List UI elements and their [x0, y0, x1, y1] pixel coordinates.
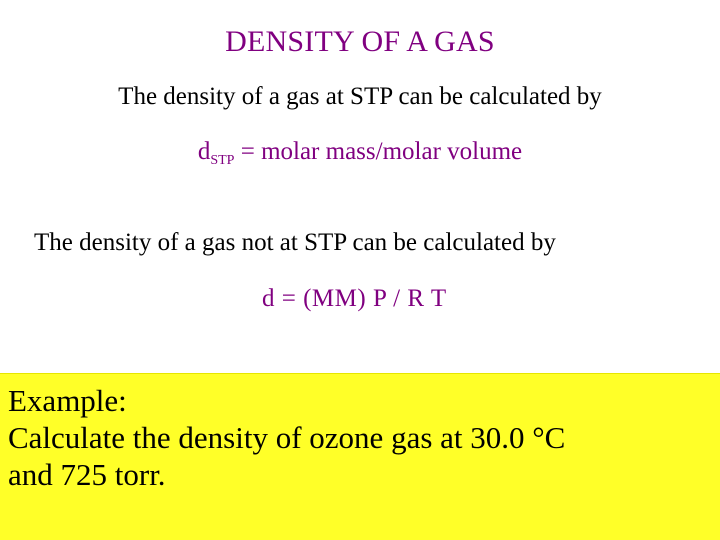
example-question-line-1: Calculate the density of ozone gas at 30.0 °C — [8, 420, 566, 455]
non-stp-formula: d = (MM) P / R T — [262, 285, 447, 312]
example-heading: Example: — [8, 383, 127, 418]
example-box — [0, 373, 720, 540]
stp-formula-rest: = molar mass/molar volume — [234, 138, 523, 165]
slide-title: DENSITY OF A GAS — [225, 25, 495, 58]
example-question-line-2: and 725 torr. — [8, 457, 166, 492]
non-stp-statement: The density of a gas not at STP can be calculated by — [34, 229, 556, 256]
stp-statement: The density of a gas at STP can be calculated by — [118, 83, 602, 110]
stp-formula — [0, 135, 720, 169]
stp-formula-symbol: d — [197, 138, 211, 165]
stp-formula-subscript: STP — [210, 153, 235, 168]
example-text — [8, 382, 712, 493]
